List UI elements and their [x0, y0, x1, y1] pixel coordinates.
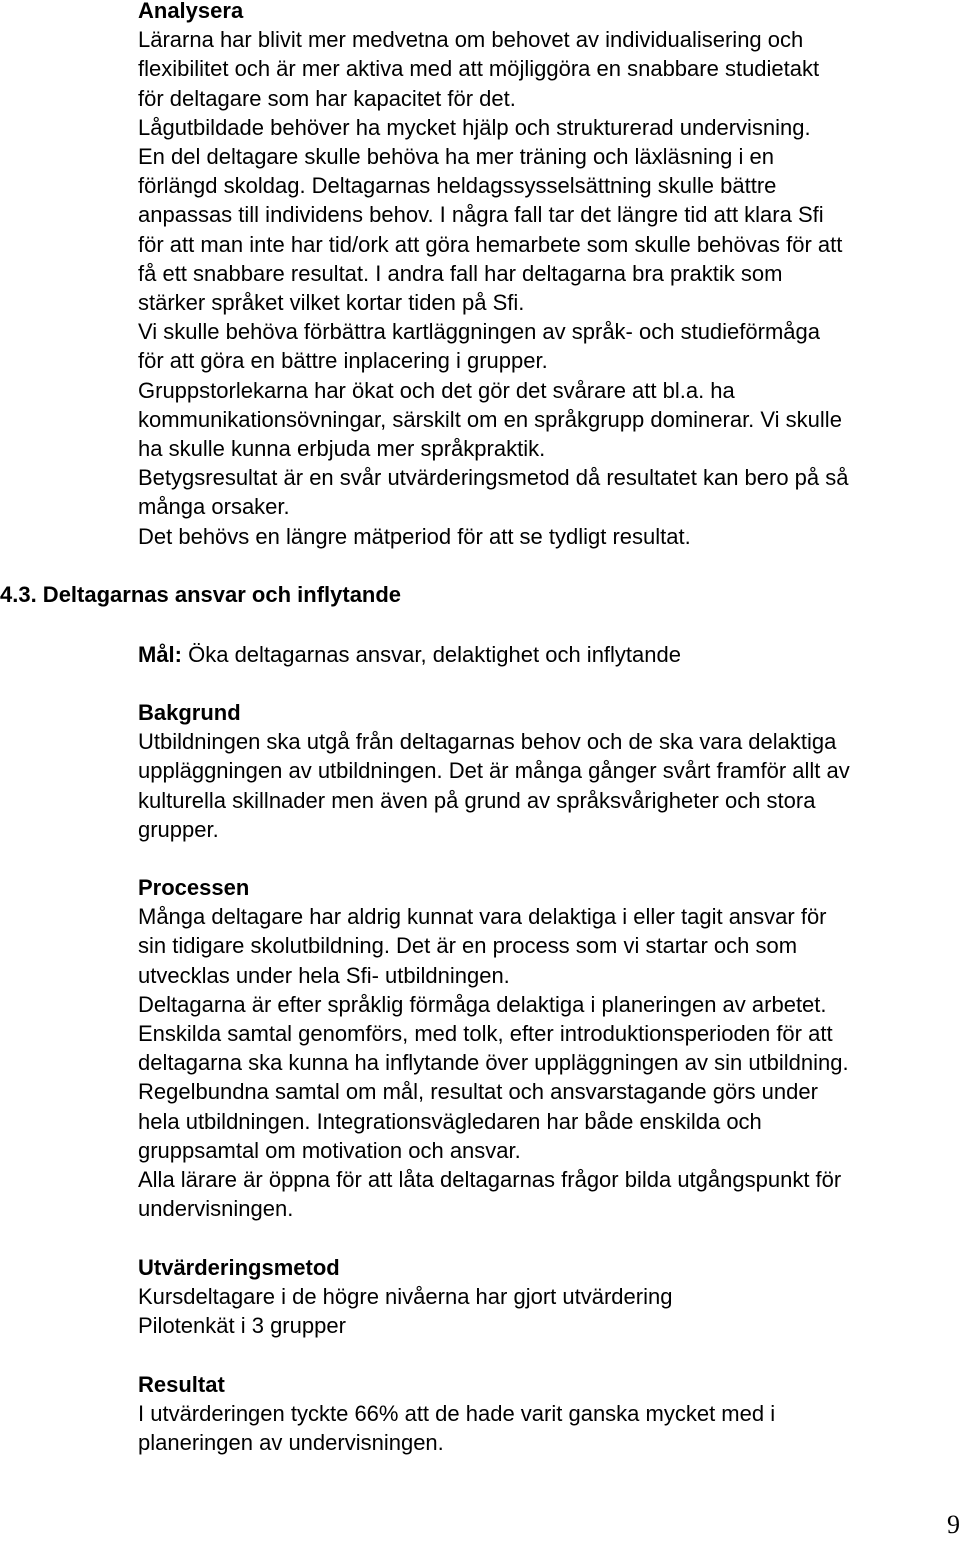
- processen-paragraph-4: Regelbundna samtal om mål, resultat och ansvarstagande görs under hela utbildningen. Integrationsvägledaren har både enskilda och gruppsamtal om motivation och ansvar.: [138, 1079, 818, 1163]
- goal-block: [138, 640, 956, 669]
- analysera-paragraph-2: Lågutbildade behöver ha mycket hjälp och strukturerad undervisning. En del deltagare skulle behöva ha mer träning och läxläsning i en förlängd skoldag. Deltagarnas heldagssysselsättning skulle bättre anpassas till individens behov. I några fall tar det längre tid att klara Sfi för att man inte har tid/ork att göra hemarbete som skulle behövas för att få ett snabbare resultat. I andra fall har deltagarna bra praktik som stärker språket vilket kortar tiden på Sfi.: [138, 114, 843, 316]
- bakgrund-heading: Bakgrund: [138, 700, 241, 725]
- page-number: 9: [947, 1510, 960, 1539]
- processen-section: [138, 873, 956, 1223]
- utvarderingsmetod-paragraph-1: Kursdeltagare i de högre nivåerna har gjort utvärdering: [138, 1284, 673, 1310]
- analysera-paragraph-1: Lärarna har blivit mer medvetna om behovet av individualisering och flexibilitet och är mer aktiva med att möjliggöra en snabbare studietakt för deltagare som har kapacitet för det.: [138, 27, 820, 111]
- processen-paragraph-1: Många deltagare har aldrig kunnat vara delaktiga i eller tagit ansvar för sin tidigare skolutbildning. Det är en process som vi startar och som utvecklas under hela Sfi- utbildningen.: [138, 904, 827, 988]
- section-title: 4.3. Deltagarnas ansvar och inflytande: [0, 582, 402, 607]
- goal-line: [138, 640, 956, 669]
- bakgrund-paragraph-1: Utbildningen ska utgå från deltagarnas behov och de ska vara delaktiga uppläggningen av utbildningen. Det är många gånger svårt framför allt av kulturella skillnader men även på grund av språksvårigheter och stora grupper.: [138, 729, 850, 842]
- resultat-heading: Resultat: [138, 1372, 225, 1397]
- analysera-paragraph-5: Betygsresultat är en svår utvärderingsmetod då resultatet kan bero på så många orsaker.: [138, 465, 849, 520]
- analysera-section: [138, 0, 956, 551]
- analysera-paragraph-4: Gruppstorlekarna har ökat och det gör det svårare att bl.a. ha kommunikationsövningar, särskilt om en språkgrupp dominerar. Vi skulle ha skulle kunna erbjuda mer språkpraktik.: [138, 377, 842, 462]
- utvarderingsmetod-paragraph-2: Pilotenkät i 3 grupper: [138, 1313, 346, 1339]
- bakgrund-section: [138, 698, 956, 844]
- utvarderingsmetod-section: [138, 1253, 956, 1341]
- resultat-paragraph-1: I utvärderingen tyckte 66% att de hade varit ganska mycket med i planeringen av undervisningen.: [138, 1401, 776, 1456]
- goal-text: Öka deltagarnas ansvar, delaktighet och inflytande: [182, 642, 681, 667]
- utvarderingsmetod-heading: Utvärderingsmetod: [138, 1255, 340, 1280]
- resultat-section: [138, 1370, 956, 1458]
- processen-paragraph-3: Enskilda samtal genomförs, med tolk, efter introduktionsperioden för att deltagarna ska kunna ha inflytande över uppläggningen av sin utbildning.: [138, 1021, 849, 1076]
- goal-label: Mål:: [138, 642, 182, 667]
- processen-heading: Processen: [138, 875, 250, 900]
- analysera-heading: Analysera: [138, 0, 244, 23]
- processen-paragraph-5: Alla lärare är öppna för att låta deltagarnas frågor bilda utgångspunkt för undervisningen.: [138, 1167, 842, 1222]
- analysera-paragraph-6: Det behövs en längre mätperiod för att se tydligt resultat.: [138, 523, 691, 549]
- analysera-paragraph-3: Vi skulle behöva förbättra kartläggningen av språk- och studieförmåga för att göra en bättre inplacering i grupper.: [138, 319, 820, 374]
- processen-paragraph-2: Deltagarna är efter språklig förmåga delaktiga i planeringen av arbetet.: [138, 991, 827, 1017]
